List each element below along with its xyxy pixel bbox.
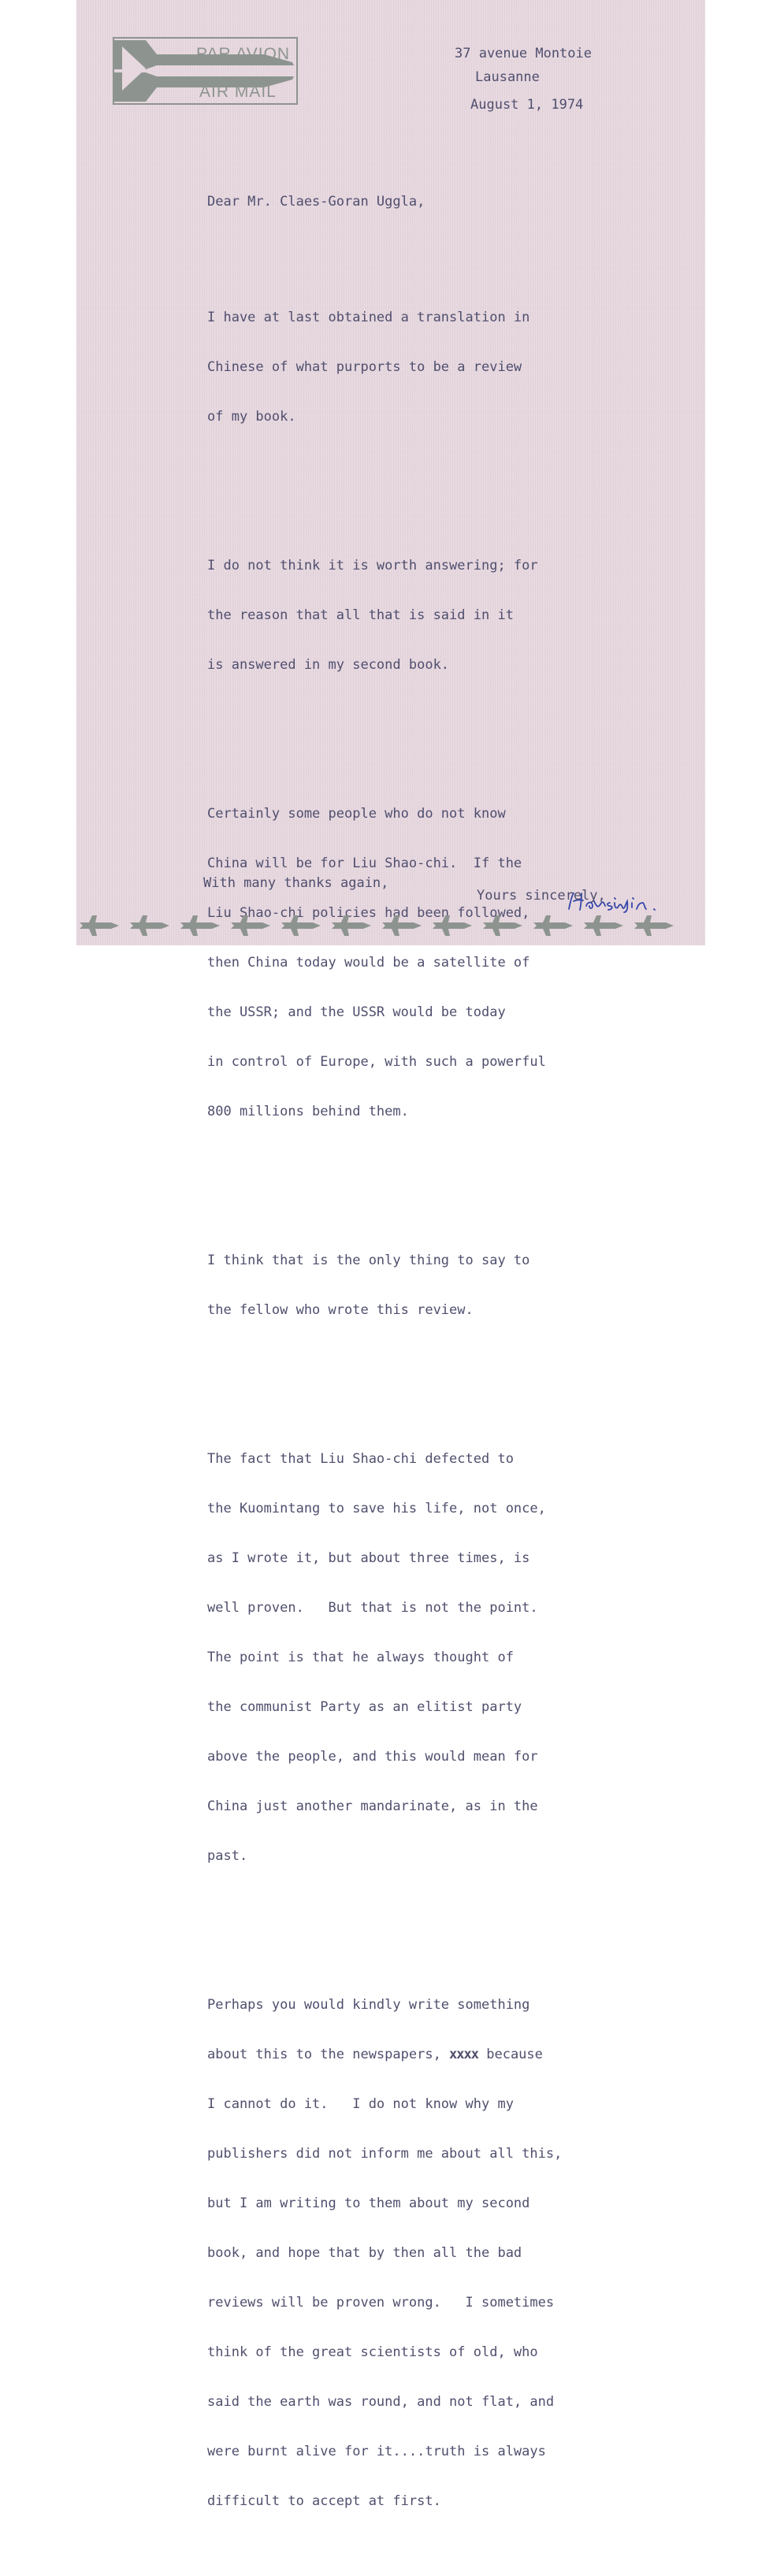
- airplane-icon: [281, 915, 321, 936]
- airplane-icon: [584, 915, 623, 936]
- airmail-label: [113, 37, 298, 105]
- letter-body: [207, 161, 562, 2576]
- airmail-border: [76, 908, 705, 945]
- airplane-icon: [433, 915, 472, 936]
- airplane-icon: [332, 915, 371, 936]
- airplane-icon: [634, 915, 674, 936]
- line-with-strikeout: about this to the newspapers, xxxx because: [207, 2047, 543, 2062]
- paragraph-3: Certainly some people who do not know China will be for Liu Shao-chi. If the Liu Shao-chi policies had been followed, then China today would be a satellite of the USSR; and the USSR would be today in control of Europe, with such a powerful 800 millions behind them.: [207, 806, 546, 1119]
- paragraph-4: I think that is the only thing to say to the fellow who wrote this review.: [207, 1253, 530, 1318]
- paragraph-2: I do not think it is worth answering; for the reason that all that is said in it is answered in my second book.: [207, 558, 538, 673]
- paragraph-1: I have at last obtained a translation in Chinese of what purports to be a review of my book.: [207, 310, 530, 425]
- airplane-icon: [382, 915, 422, 936]
- salutation: Dear Mr. Claes-Goran Uggla,: [207, 194, 425, 210]
- paragraph-6: Perhaps you would kindly write something about this to the newspapers, xxxx because I cannot do it. I do not know why my publishers did not inform me about all this, but I am writing to them about my second book, and hope that by then all the bad reviews will be proven wrong. I sometimes think of the great scientists of old, who said the earth was round, and not flat, and were burnt alive for it....truth is always difficult to accept at first.: [207, 1997, 563, 2509]
- address-street: 37 avenue Montoie: [455, 46, 592, 61]
- letter-date: August 1, 1974: [470, 97, 584, 113]
- air-mail-text: AIR MAIL: [199, 83, 277, 101]
- typed-strikeout: xxxx: [449, 2047, 478, 2062]
- sign-off: Yours sincerely,: [477, 888, 606, 904]
- par-avion-text: PAR AVION: [196, 45, 291, 63]
- paragraph-5: The fact that Liu Shao-chi defected to the Kuomintang to save his life, not once, as I wrote it, but about three times, is well proven. But that is not the point. The point is that he always thought of the communist Party as an elitist party above the people, and this would mean for China just another mandarinate, as in the past.: [207, 1451, 546, 1864]
- airplane-icon: [483, 915, 522, 936]
- airplane-icon: [180, 915, 220, 936]
- sender-address: [455, 46, 592, 113]
- airplane-icon: [231, 915, 270, 936]
- closing-line: With many thanks again,: [203, 875, 389, 891]
- address-city: Lausanne: [475, 69, 540, 85]
- airplane-icon: [80, 915, 119, 936]
- airplane-icon: [130, 915, 169, 936]
- airplane-icon: [533, 915, 573, 936]
